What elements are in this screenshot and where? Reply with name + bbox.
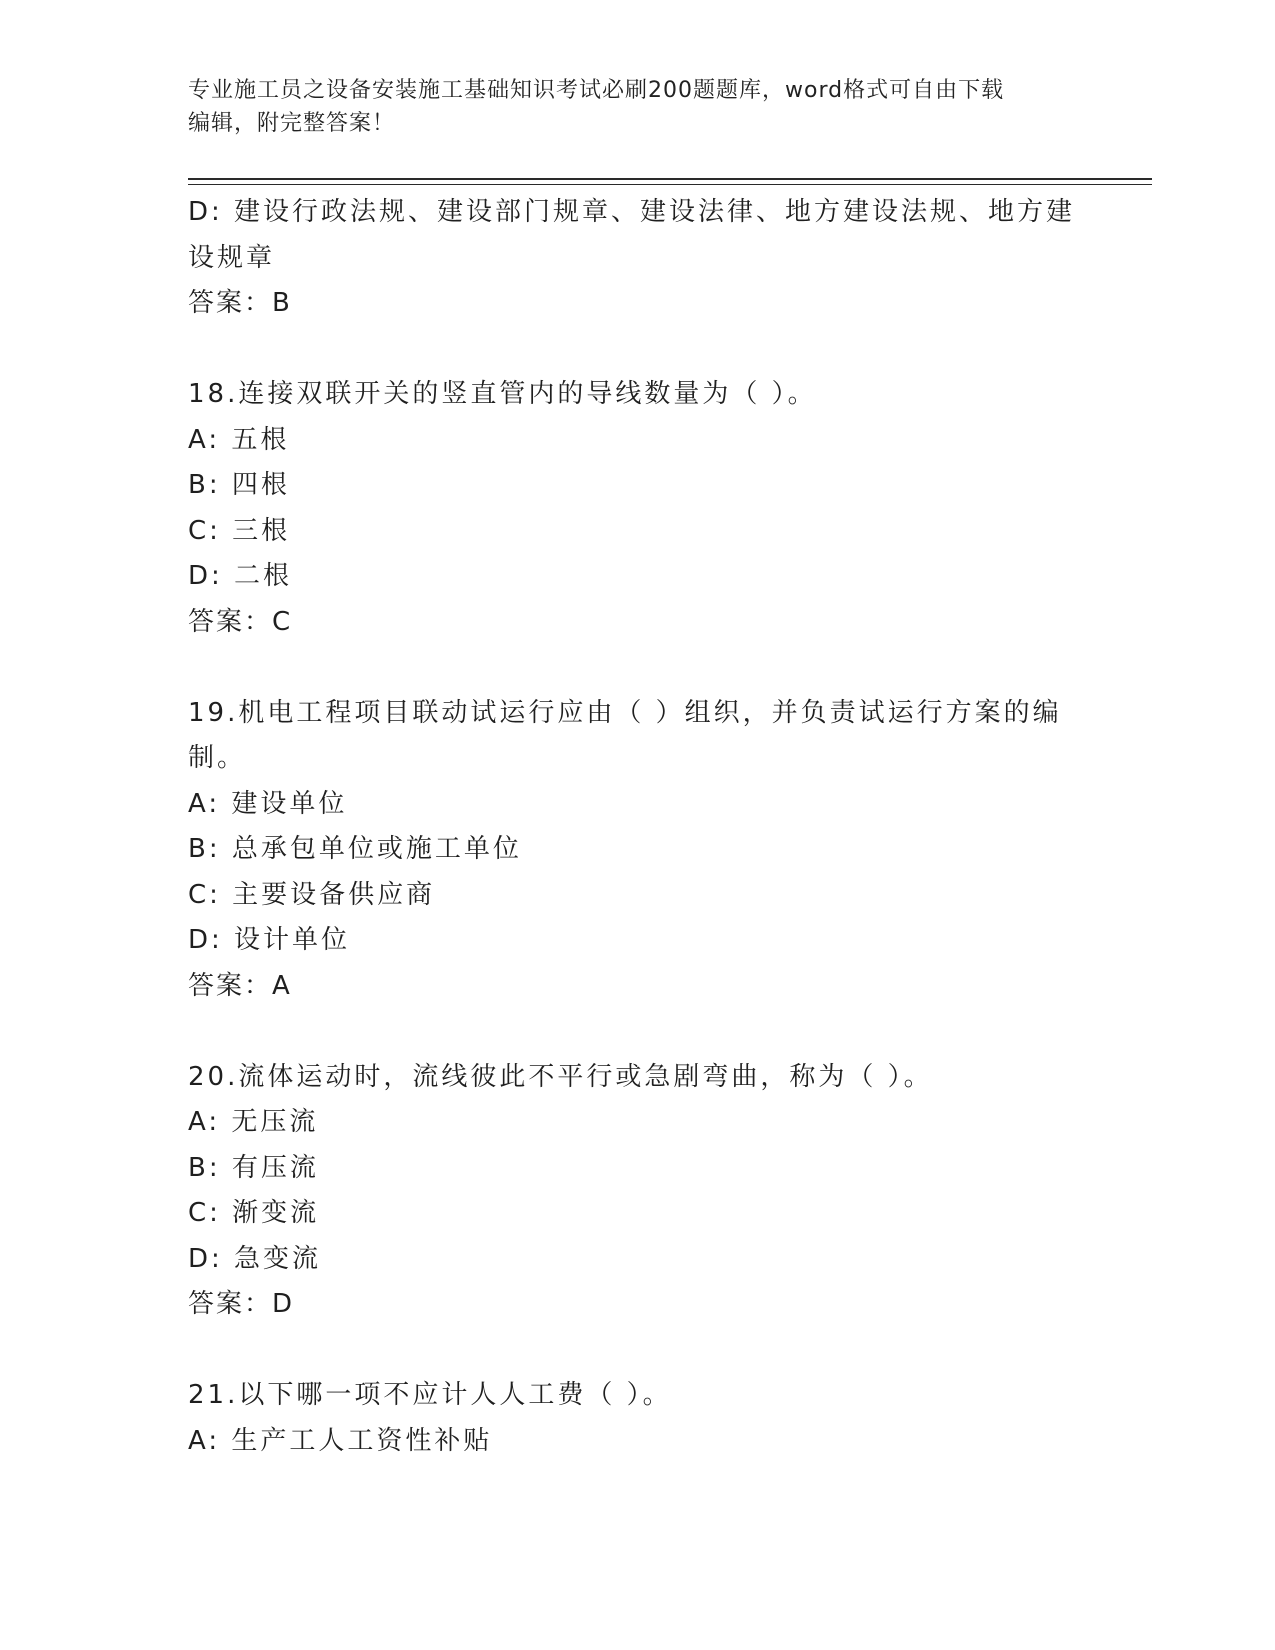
question-18-option-d: D: 二根: [188, 561, 293, 591]
question-18-stem: 18.连接双联开关的竖直管内的导线数量为（ ）。: [188, 379, 817, 409]
question-18-option-a: A: 五根: [188, 424, 290, 455]
question-18-option-c: C: 三根: [188, 515, 291, 546]
header-line-1: 专业施工员之设备安装施工基础知识考试必刷200题题库，word格式可自由下载: [188, 78, 1005, 103]
header-line-2: 编辑，附完整答案！: [188, 111, 396, 136]
question-20-option-b: B: 有压流: [188, 1152, 319, 1183]
header-rule-thin: [188, 184, 1152, 185]
question-20-stem: 20.流体运动时，流线彼此不平行或急剧弯曲，称为（ ）。: [188, 1061, 933, 1092]
question-19-option-c: C: 主要设备供应商: [188, 879, 436, 910]
question-18-option-b: B: 四根: [188, 470, 290, 500]
spacer: [188, 1009, 1088, 1055]
question-19-option-a: A: 建设单位: [188, 788, 348, 819]
option-d-continued: 设规章: [188, 242, 276, 273]
spacer: [188, 327, 1088, 373]
question-19-option-b: B: 总承包单位或施工单位: [188, 834, 522, 864]
document-header: [188, 74, 1088, 140]
question-21-stem: 21.以下哪一项不应计人人工费（ ）。: [188, 1380, 672, 1410]
header-rule-thick: [188, 178, 1152, 180]
question-19-answer: 答案：A: [188, 970, 292, 1001]
question-18-answer: 答案：C: [188, 606, 293, 637]
question-20-answer: 答案：D: [188, 1289, 295, 1319]
question-20-option-d: D: 急变流: [188, 1243, 322, 1274]
question-20-option-c: C: 渐变流: [188, 1198, 320, 1228]
question-content: [188, 190, 1088, 1464]
question-21-option-a: A: 生产工人工资性补贴: [188, 1425, 493, 1456]
spacer: [188, 645, 1088, 691]
question-19-stem: 19.机电工程项目联动试运行应由（ ）组织，并负责试运行方案的编: [188, 697, 1062, 728]
spacer: [188, 1328, 1088, 1374]
question-20-option-a: A: 无压流: [188, 1107, 319, 1137]
question-19-stem-continued: 制。: [188, 743, 247, 773]
answer-line: 答案：B: [188, 288, 292, 318]
question-19-option-d: D: 设计单位: [188, 925, 351, 955]
option-d: D: 建设行政法规、建设部门规章、建设法律、地方建设法规、地方建: [188, 197, 1076, 227]
